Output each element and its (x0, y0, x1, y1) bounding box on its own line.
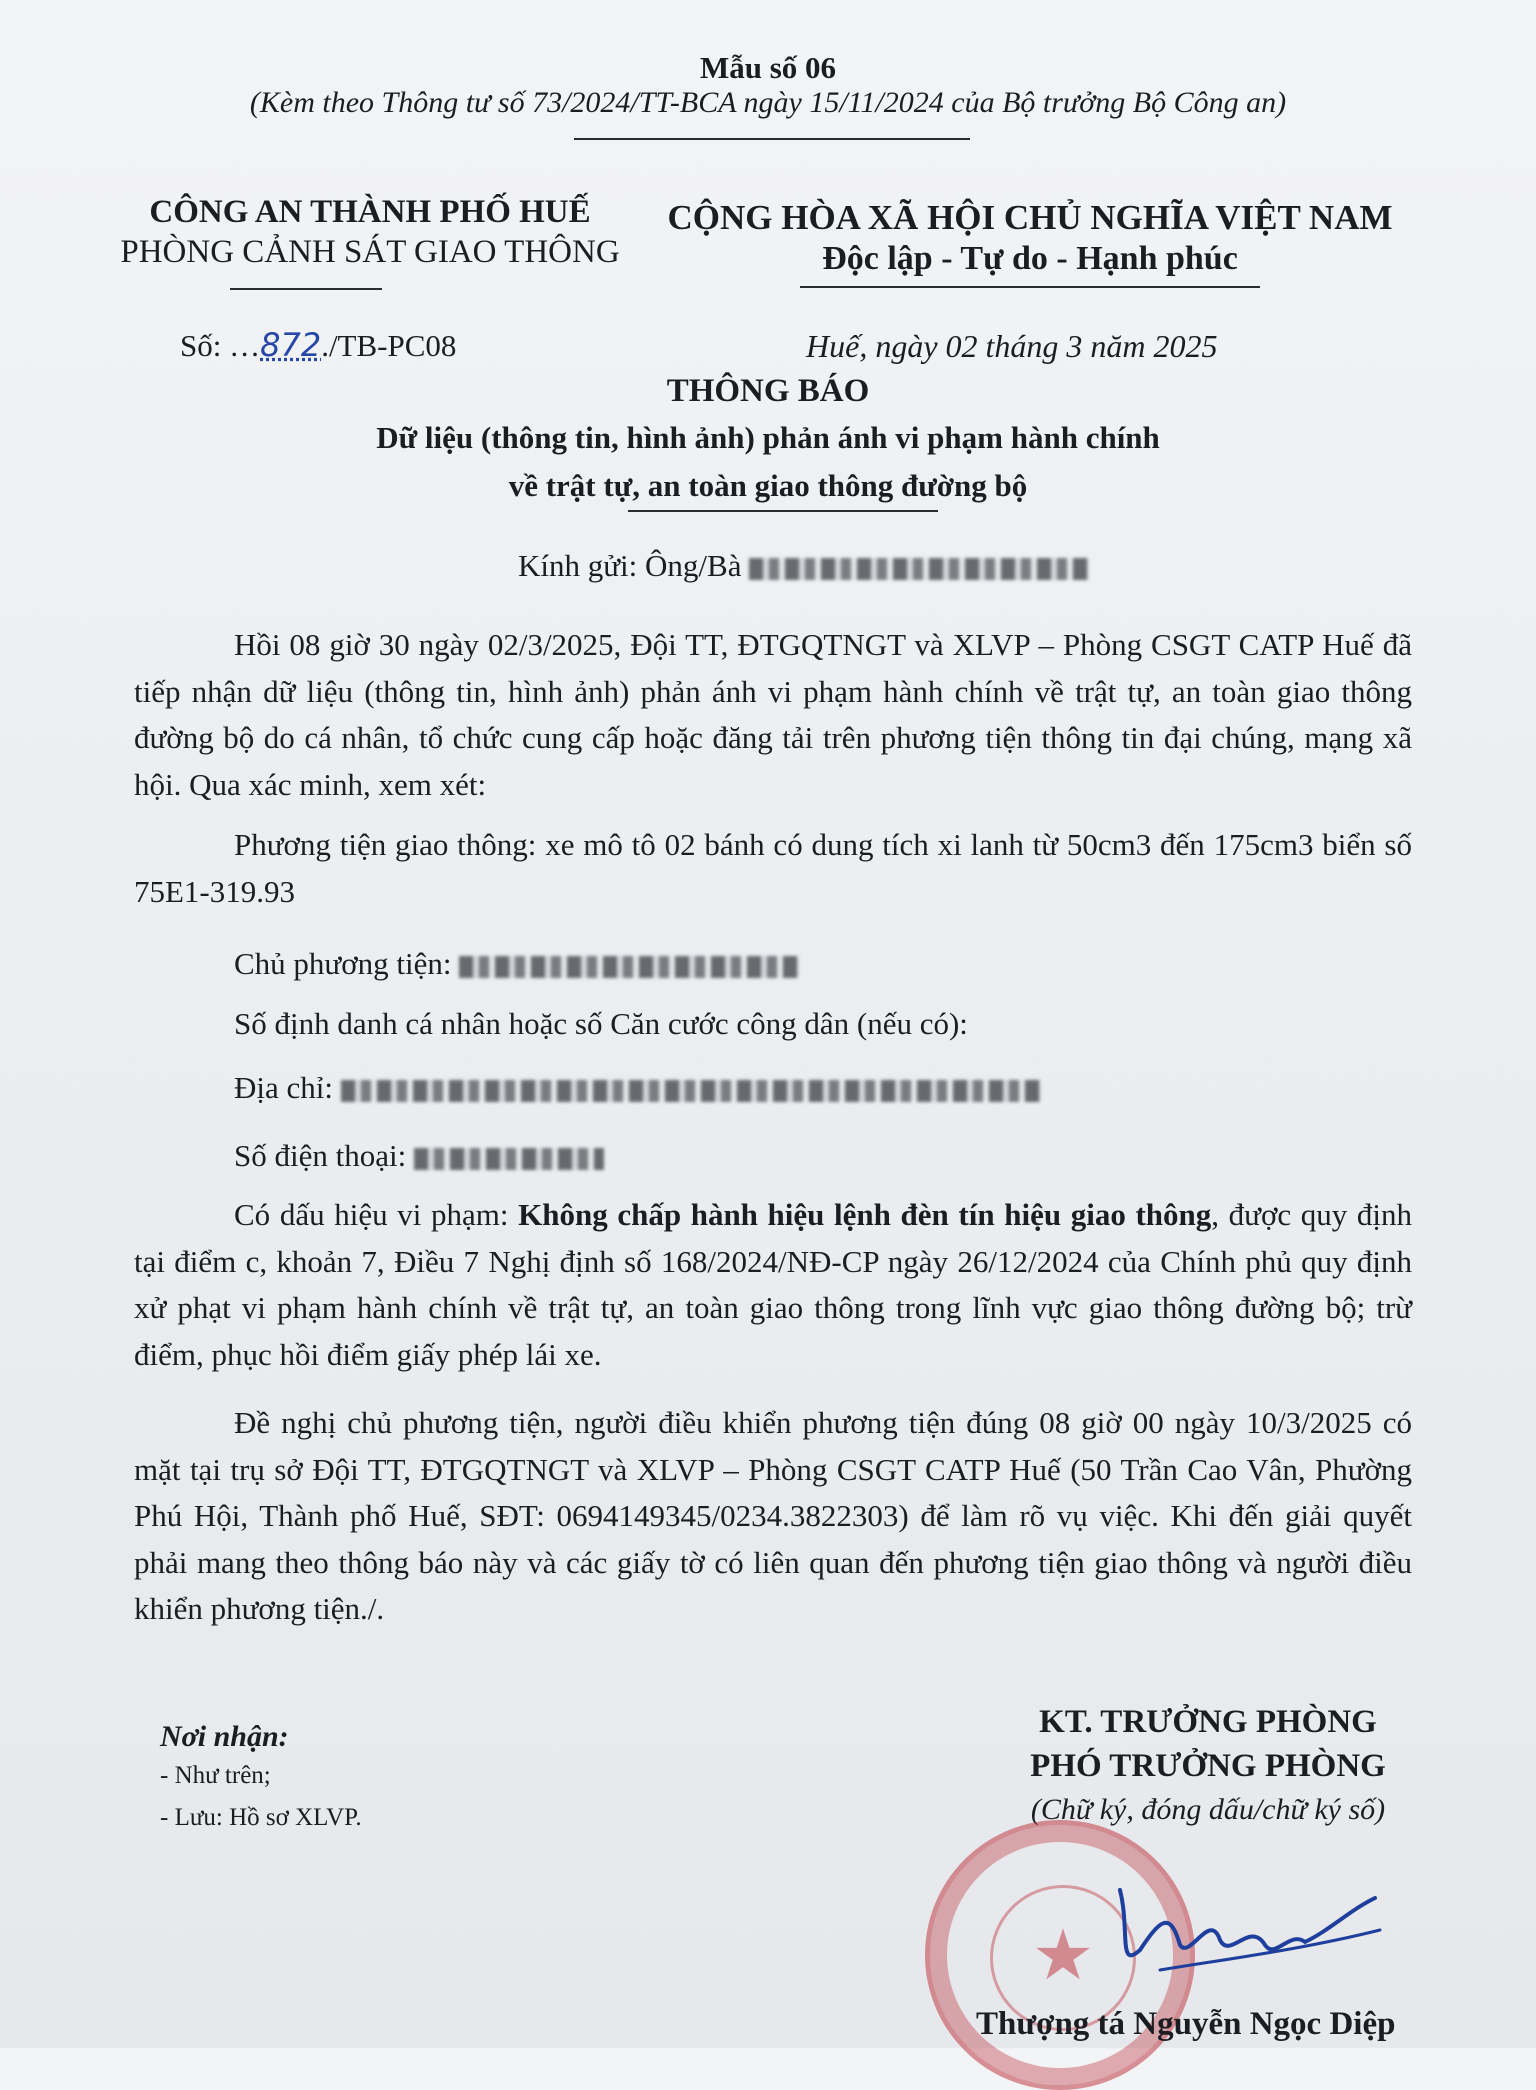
signer-name: Thượng tá Nguyễn Ngọc Diệp (976, 2006, 1396, 2042)
doc-number-suffix: ./TB-PC08 (321, 328, 457, 363)
form-number: Mẫu số 06 (699, 50, 837, 85)
signature-title-1: KT. TRƯỞNG PHÒNG (1039, 1704, 1377, 1740)
signature-note: (Chữ ký, đóng dấu/chữ ký số) (1030, 1793, 1386, 1826)
doc-number-handwritten: 872 (260, 326, 322, 364)
redacted-name (749, 558, 1089, 580)
addressee-label: Kính gửi: Ông/Bà (518, 548, 742, 583)
paragraph-violation (134, 1192, 1412, 1378)
document-number (180, 326, 456, 364)
recipient-item-1: - Như trên; (160, 1762, 271, 1789)
violation-rest: , được quy định tại điểm c, khoản 7, Điều 7 Nghị định số 168/2024/NĐ-CP ngày 26/12/2024 của Chính phủ quy định xử phạt vi phạm hành chính về trật tự, an toàn giao thông trong lĩnh vực giao thông đường bộ; trừ điểm, phục hồi điểm giấy phép lái xe. (134, 1197, 1413, 1372)
redacted-address (341, 1080, 1041, 1102)
violation-prefix: Có dấu hiệu vi phạm: (234, 1197, 519, 1232)
signature-block (998, 1700, 1418, 1832)
doc-number-prefix: Số: … (180, 328, 261, 363)
paragraph-intro: Hồi 08 giờ 30 ngày 02/3/2025, Đội TT, ĐTGQTNGT và XLVP – Phòng CSGT CATP Huế đã tiếp nhận dữ liệu (thông tin, hình ảnh) phản ánh vi phạm hành chính về trật tự, an toàn giao thông đường bộ do cá nhân, tổ chức cung cấp hoặc đăng tải trên phương tiện thông tin đại chúng, mạng xã hội. Qua xác minh, xem xét: (134, 627, 1412, 802)
place-date: Huế, ngày 02 tháng 3 năm 2025 (806, 328, 1218, 364)
address-line (234, 1070, 1041, 1106)
address-label: Địa chỉ: (234, 1070, 333, 1105)
header-rule (574, 138, 970, 140)
paragraph-vehicle: Phương tiện giao thông: xe mô tô 02 bánh có dung tích xi lanh từ 50cm3 đến 175cm3 biển số 75E1-319.93 (134, 827, 1412, 909)
form-reference: (Kèm theo Thông tư số 73/2024/TT-BCA ngày 15/11/2024 của Bộ trưởng Bộ Công an) (249, 86, 1287, 119)
title-rule (628, 510, 938, 512)
national-motto: Độc lập - Tự do - Hạnh phúc (822, 240, 1238, 277)
id-line: Số định danh cá nhân hoặc số Căn cước công dân (nếu có): (234, 1006, 968, 1041)
national-rule (800, 286, 1260, 288)
paragraph-request: Đề nghị chủ phương tiện, người điều khiển phương tiện đúng 08 giờ 00 ngày 10/3/2025 có mặt tại trụ sở Đội TT, ĐTGQTNGT và XLVP – Phòng CSGT CATP Huế (50 Trần Cao Vân, Phường Phú Hội, Thành phố Huế, SĐT: 0694149345/0234.3822303) để làm rõ vụ việc. Khi đến giải quyết phải mang theo thông báo này và các giấy tờ có liên quan đến phương tiện giao thông và người điều khiển phương tiện./. (134, 1405, 1412, 1626)
handwritten-signature (1100, 1850, 1400, 1990)
signature-title-2: PHÓ TRƯỞNG PHÒNG (1030, 1748, 1386, 1784)
addressee (518, 548, 1089, 584)
recipients-label: Nơi nhận: (160, 1720, 289, 1753)
recipient-item-2: - Lưu: Hồ sơ XLVP. (160, 1804, 362, 1831)
owner-label: Chủ phương tiện: (234, 946, 452, 981)
violation-bold: Không chấp hành hiệu lệnh đèn tín hiệu giao thông (518, 1197, 1212, 1232)
issuer-rule (230, 288, 382, 290)
star-icon: ★ (1031, 1914, 1095, 1996)
redacted-phone (414, 1148, 604, 1170)
redacted-owner (459, 956, 799, 978)
phone-label: Số điện thoại: (234, 1138, 407, 1173)
issuer-department: PHÒNG CẢNH SÁT GIAO THÔNG (120, 234, 620, 270)
issuer-agency: CÔNG AN THÀNH PHỐ HUẾ (149, 194, 591, 230)
notice-subtitle-1: Dữ liệu (thông tin, hình ảnh) phản ánh vi phạm hành chính (376, 420, 1160, 455)
national-name: CỘNG HÒA XÃ HỘI CHỦ NGHĨA VIỆT NAM (667, 198, 1393, 237)
notice-title: THÔNG BÁO (666, 373, 870, 409)
notice-subtitle-2: về trật tự, an toàn giao thông đường bộ (508, 468, 1028, 503)
phone-line (234, 1138, 604, 1174)
owner-line (234, 946, 799, 982)
